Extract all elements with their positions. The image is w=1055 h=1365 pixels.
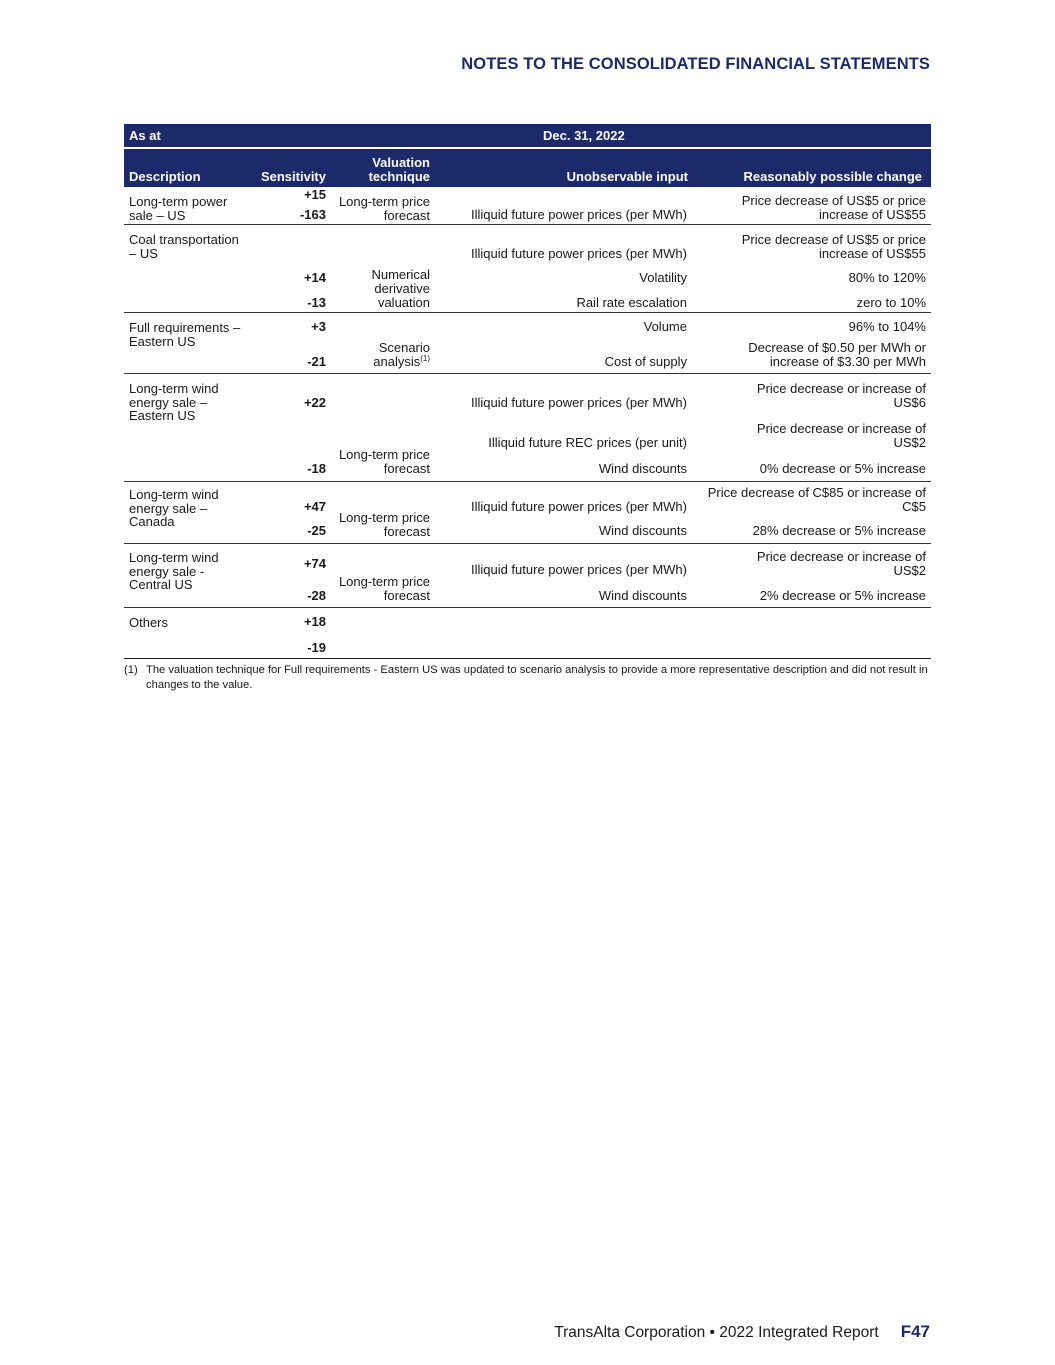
- unobservable-input: Illiquid future power prices (per MWh): [470, 499, 687, 514]
- period-label: Dec. 31, 2022: [543, 128, 625, 143]
- possible-change: Decrease of $0.50 per MWh or increase of $3.30 per MWh: [748, 340, 926, 369]
- sensitivity-negative: -18: [307, 461, 326, 476]
- sensitivity-negative: -163: [299, 207, 326, 222]
- possible-change: 28% decrease or 5% increase: [752, 523, 926, 538]
- col-input: Unobservable input: [566, 169, 688, 184]
- footnote-ref: (1): [420, 353, 430, 363]
- possible-change: 0% decrease or 5% increase: [759, 461, 926, 476]
- table-row: [124, 313, 931, 374]
- col-description: Description: [129, 169, 201, 184]
- possible-change: Price decrease or increase of US$2: [756, 421, 926, 450]
- row-description: Full requirements – Eastern US: [129, 320, 241, 349]
- unobservable-input: Wind discounts: [598, 523, 687, 538]
- col-technique: Valuation technique: [368, 155, 430, 184]
- page-number: F47: [900, 1322, 930, 1341]
- sensitivity-positive: +15: [303, 187, 326, 202]
- unobservable-input: Wind discounts: [598, 461, 687, 476]
- unobservable-input: Volume: [643, 319, 687, 334]
- valuation-technique: Long-term price forecast: [338, 510, 430, 539]
- possible-change: 2% decrease or 5% increase: [759, 588, 926, 603]
- table-row: [124, 608, 931, 659]
- table-row: [124, 482, 931, 544]
- possible-change: Price decrease of C$85 or increase of C$5: [707, 485, 926, 514]
- valuation-technique: Long-term price forecast: [338, 574, 430, 603]
- sensitivity-positive: +22: [303, 395, 326, 410]
- possible-change: 96% to 104%: [848, 319, 926, 334]
- fair-value-sensitivity-table: [124, 124, 931, 659]
- possible-change: 80% to 120%: [848, 270, 926, 285]
- col-change: Reasonably possible change: [743, 169, 922, 184]
- table-row: [124, 225, 931, 313]
- sensitivity-positive: +74: [303, 556, 326, 571]
- row-description: Others: [129, 615, 169, 630]
- unobservable-input: Illiquid future power prices (per MWh): [470, 395, 687, 410]
- col-sensitivity: Sensitivity: [260, 169, 326, 184]
- footnote-text: The valuation technique for Full requirements - Eastern US was updated to scenario analysis to provide a more representative description and did not result in changes to the value.: [146, 664, 928, 691]
- row-description: Long-term wind energy sale – Eastern US: [129, 381, 219, 423]
- page-footer: [554, 1322, 930, 1342]
- valuation-technique: Long-term price forecast: [338, 447, 430, 476]
- footnote: [124, 663, 934, 692]
- sensitivity-negative: -21: [307, 354, 326, 369]
- sensitivity-positive: +47: [303, 499, 326, 514]
- table-row: [124, 187, 931, 225]
- row-description: Long-term wind energy sale – Canada: [129, 487, 219, 529]
- footnote-number: (1): [124, 664, 138, 676]
- valuation-technique: Scenario analysis$^{(1)}$: [373, 340, 430, 369]
- sensitivity-positive: +14: [303, 270, 326, 285]
- unobservable-input: Illiquid future REC prices (per unit): [488, 435, 687, 450]
- unobservable-input: Volatility: [639, 270, 687, 285]
- valuation-technique: Long-term price forecast: [338, 194, 430, 223]
- unobservable-input: Wind discounts: [598, 588, 687, 603]
- possible-change: Price decrease or increase of US$6: [756, 381, 926, 410]
- table-column-header: [124, 149, 931, 187]
- row-description: Long-term power sale – US: [129, 194, 228, 223]
- sensitivity-negative: -28: [307, 588, 326, 603]
- sensitivity-negative: -13: [307, 295, 326, 310]
- sensitivity-negative: -25: [307, 523, 326, 538]
- row-description: Coal transportation – US: [129, 232, 239, 261]
- possible-change: zero to 10%: [856, 295, 926, 310]
- sensitivity-negative: -19: [307, 640, 326, 655]
- table-row: [124, 544, 931, 608]
- possible-change: Price decrease of US$5 or price increase of US$55: [741, 193, 926, 222]
- table-period-header: [124, 124, 931, 147]
- unobservable-input: Cost of supply: [604, 354, 687, 369]
- sensitivity-positive: +18: [303, 614, 326, 629]
- sensitivity-positive: +3: [311, 319, 326, 334]
- page-title: NOTES TO THE CONSOLIDATED FINANCIAL STATEMENTS: [461, 55, 930, 73]
- unobservable-input: Rail rate escalation: [576, 295, 687, 310]
- valuation-technique: Numerical derivative valuation: [371, 267, 430, 310]
- as-at-label: As at: [129, 128, 161, 143]
- unobservable-input: Illiquid future power prices (per MWh): [470, 562, 687, 577]
- unobservable-input: Illiquid future power prices (per MWh): [470, 246, 687, 261]
- possible-change: Price decrease of US$5 or price increase of US$55: [741, 232, 926, 261]
- unobservable-input: Illiquid future power prices (per MWh): [470, 207, 687, 222]
- row-description: Long-term wind energy sale - Central US: [129, 550, 219, 592]
- table-row: [124, 374, 931, 482]
- possible-change: Price decrease or increase of US$2: [756, 549, 926, 578]
- footer-company: TransAlta Corporation • 2022 Integrated Report: [554, 1324, 879, 1341]
